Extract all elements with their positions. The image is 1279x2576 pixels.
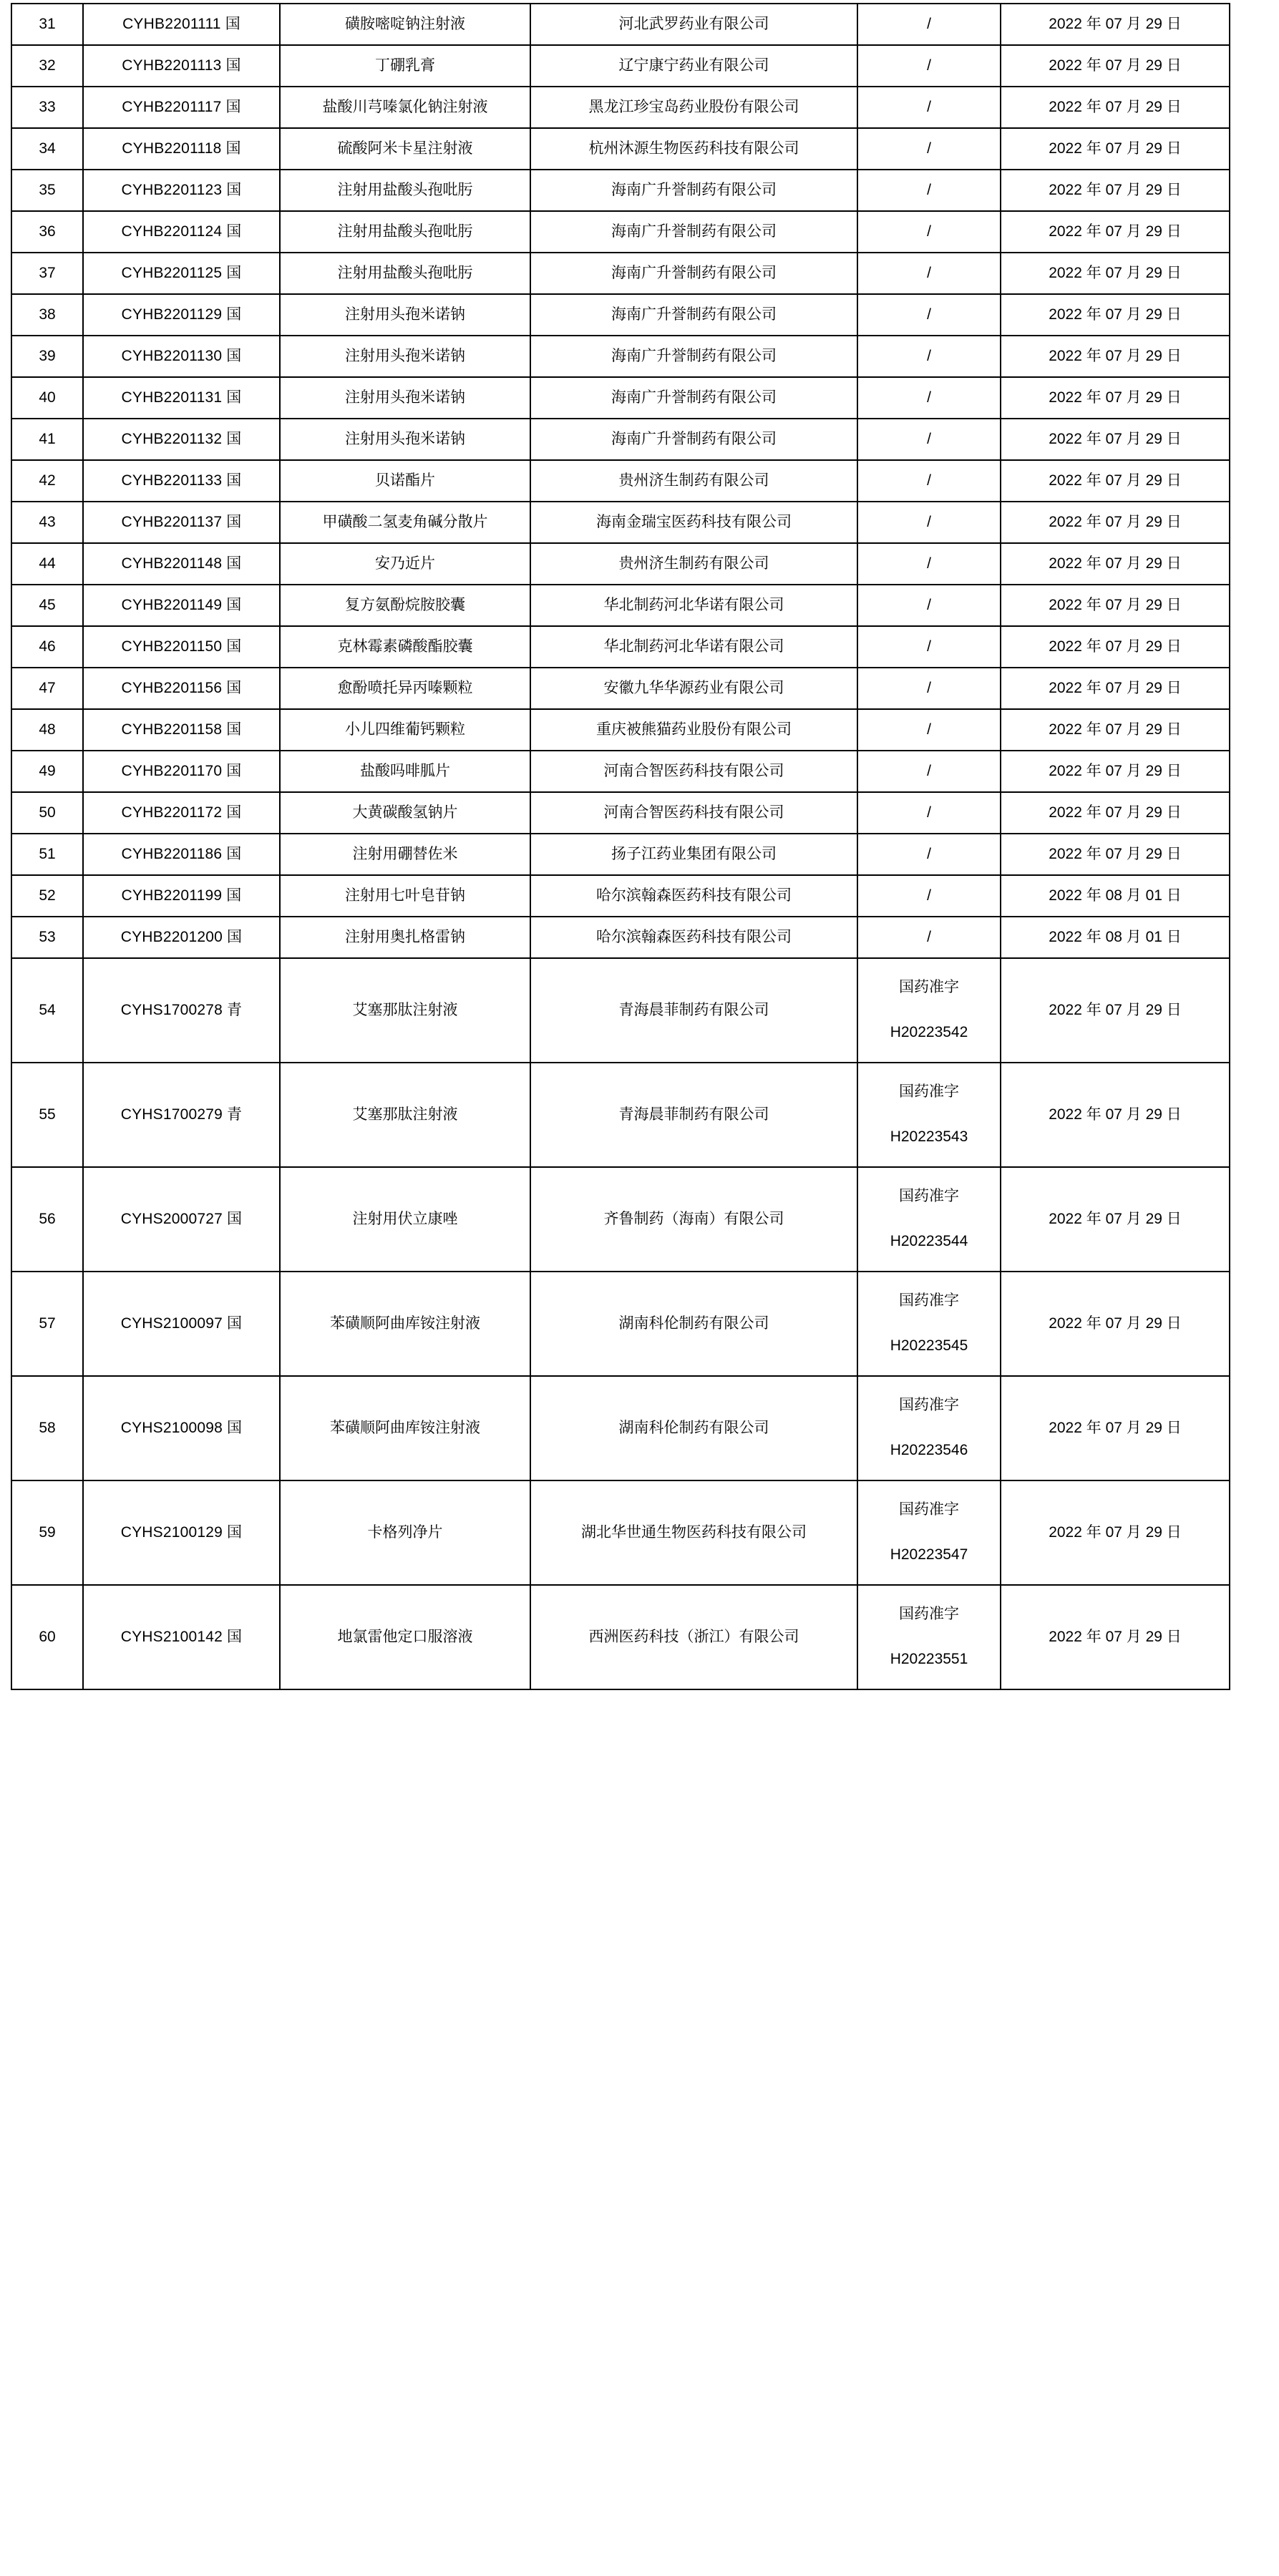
cell-approval-number [857, 834, 1001, 875]
cell-drug-name: 艾塞那肽注射液 [280, 1063, 530, 1167]
cell-approval-date: 2022 年 07 月 29 日 [1001, 1272, 1230, 1376]
cell-serial-number: 52 [11, 875, 83, 917]
approval-line: / [927, 804, 931, 821]
table-row [11, 585, 1230, 626]
approval-line: / [927, 389, 931, 406]
cell-drug-name: 卡格列净片 [280, 1480, 530, 1585]
cell-acceptance-number: CYHS2000727 国 [83, 1167, 280, 1272]
cell-applicant-organization: 湖北华世通生物医药科技有限公司 [530, 1480, 857, 1585]
cell-approval-date: 2022 年 07 月 29 日 [1001, 626, 1230, 668]
cell-approval-date: 2022 年 08 月 01 日 [1001, 917, 1230, 958]
cell-approval-date: 2022 年 08 月 01 日 [1001, 875, 1230, 917]
cell-approval-date: 2022 年 07 月 29 日 [1001, 585, 1230, 626]
approval-line: / [927, 472, 931, 489]
cell-acceptance-number: CYHB2201149 国 [83, 585, 280, 626]
cell-approval-date: 2022 年 07 月 29 日 [1001, 87, 1230, 128]
approval-line: 国药准字 [899, 1397, 959, 1414]
cell-acceptance-number: CYHB2201156 国 [83, 668, 280, 709]
cell-applicant-organization: 河北武罗药业有限公司 [530, 4, 857, 45]
table-row [11, 170, 1230, 211]
cell-approval-number [857, 751, 1001, 792]
approval-line: / [927, 638, 931, 655]
approval-line: 国药准字 [899, 1083, 959, 1101]
cell-applicant-organization: 海南广升誉制药有限公司 [530, 419, 857, 460]
cell-approval-date: 2022 年 07 月 29 日 [1001, 958, 1230, 1063]
cell-approval-number [857, 1063, 1001, 1167]
approval-line: H20223542 [890, 1024, 968, 1040]
cell-approval-number [857, 792, 1001, 834]
cell-acceptance-number: CYHB2201129 国 [83, 294, 280, 336]
approval-line: 国药准字 [899, 1292, 959, 1309]
cell-approval-number [857, 875, 1001, 917]
table-body [11, 4, 1230, 1689]
table-row [11, 709, 1230, 751]
cell-approval-date: 2022 年 07 月 29 日 [1001, 1167, 1230, 1272]
cell-approval-date: 2022 年 07 月 29 日 [1001, 419, 1230, 460]
table-row [11, 875, 1230, 917]
cell-applicant-organization: 青海晨菲制药有限公司 [530, 958, 857, 1063]
cell-drug-name: 苯磺顺阿曲库铵注射液 [280, 1272, 530, 1376]
cell-serial-number: 54 [11, 958, 83, 1063]
cell-approval-date: 2022 年 07 月 29 日 [1001, 543, 1230, 585]
cell-serial-number: 36 [11, 211, 83, 253]
drug-registration-table [11, 3, 1230, 1690]
cell-applicant-organization: 湖南科伦制药有限公司 [530, 1272, 857, 1376]
cell-approval-date: 2022 年 07 月 29 日 [1001, 253, 1230, 294]
cell-approval-date: 2022 年 07 月 29 日 [1001, 170, 1230, 211]
table-row [11, 1167, 1230, 1272]
approval-line: / [927, 181, 931, 198]
cell-applicant-organization: 杭州沐源生物医药科技有限公司 [530, 128, 857, 170]
approval-line: / [927, 596, 931, 613]
cell-approval-date: 2022 年 07 月 29 日 [1001, 502, 1230, 543]
cell-drug-name: 注射用奥扎格雷钠 [280, 917, 530, 958]
approval-line: / [927, 15, 931, 32]
cell-drug-name: 硫酸阿米卡星注射液 [280, 128, 530, 170]
cell-serial-number: 48 [11, 709, 83, 751]
cell-applicant-organization: 黑龙江珍宝岛药业股份有限公司 [530, 87, 857, 128]
cell-applicant-organization: 哈尔滨翰森医药科技有限公司 [530, 875, 857, 917]
table-row [11, 87, 1230, 128]
cell-serial-number: 55 [11, 1063, 83, 1167]
cell-serial-number: 45 [11, 585, 83, 626]
cell-drug-name: 盐酸川芎嗪氯化钠注射液 [280, 87, 530, 128]
cell-drug-name: 注射用硼替佐米 [280, 834, 530, 875]
cell-acceptance-number: CYHB2201117 国 [83, 87, 280, 128]
cell-acceptance-number: CYHB2201148 国 [83, 543, 280, 585]
cell-acceptance-number: CYHS2100097 国 [83, 1272, 280, 1376]
cell-acceptance-number: CYHB2201124 国 [83, 211, 280, 253]
cell-acceptance-number: CYHB2201186 国 [83, 834, 280, 875]
cell-serial-number: 37 [11, 253, 83, 294]
table-row [11, 1376, 1230, 1480]
approval-line: H20223551 [890, 1651, 968, 1667]
approval-line: / [927, 845, 931, 862]
cell-serial-number: 41 [11, 419, 83, 460]
cell-acceptance-number: CYHS2100098 国 [83, 1376, 280, 1480]
cell-acceptance-number: CYHB2201158 国 [83, 709, 280, 751]
cell-applicant-organization: 青海晨菲制药有限公司 [530, 1063, 857, 1167]
cell-approval-number [857, 1480, 1001, 1585]
approval-line: H20223543 [890, 1128, 968, 1145]
table-row [11, 502, 1230, 543]
cell-drug-name: 注射用头孢米诺钠 [280, 336, 530, 377]
cell-drug-name: 注射用七叶皂苷钠 [280, 875, 530, 917]
cell-applicant-organization: 华北制药河北华诺有限公司 [530, 626, 857, 668]
cell-approval-number [857, 1272, 1001, 1376]
cell-acceptance-number: CYHB2201150 国 [83, 626, 280, 668]
cell-acceptance-number: CYHB2201111 国 [83, 4, 280, 45]
cell-approval-number [857, 668, 1001, 709]
cell-approval-number [857, 170, 1001, 211]
approval-line: / [927, 264, 931, 281]
cell-serial-number: 38 [11, 294, 83, 336]
cell-approval-number [857, 336, 1001, 377]
cell-acceptance-number: CYHB2201125 国 [83, 253, 280, 294]
cell-drug-name: 小儿四维葡钙颗粒 [280, 709, 530, 751]
table-row [11, 1272, 1230, 1376]
table-row [11, 543, 1230, 585]
cell-drug-name: 艾塞那肽注射液 [280, 958, 530, 1063]
cell-approval-number [857, 709, 1001, 751]
cell-acceptance-number: CYHB2201133 国 [83, 460, 280, 502]
cell-applicant-organization: 西洲医药科技（浙江）有限公司 [530, 1585, 857, 1689]
cell-approval-date: 2022 年 07 月 29 日 [1001, 1585, 1230, 1689]
cell-approval-number [857, 211, 1001, 253]
cell-acceptance-number: CYHB2201132 国 [83, 419, 280, 460]
cell-serial-number: 35 [11, 170, 83, 211]
table-row [11, 419, 1230, 460]
cell-approval-number [857, 1585, 1001, 1689]
cell-applicant-organization: 河南合智医药科技有限公司 [530, 751, 857, 792]
cell-serial-number: 53 [11, 917, 83, 958]
cell-drug-name: 注射用盐酸头孢吡肟 [280, 253, 530, 294]
cell-applicant-organization: 海南广升誉制药有限公司 [530, 294, 857, 336]
table-row [11, 1063, 1230, 1167]
approval-line: H20223547 [890, 1546, 968, 1563]
cell-drug-name: 注射用头孢米诺钠 [280, 377, 530, 419]
cell-applicant-organization: 海南金瑞宝医药科技有限公司 [530, 502, 857, 543]
cell-drug-name: 甲磺酸二氢麦角碱分散片 [280, 502, 530, 543]
cell-acceptance-number: CYHS1700279 青 [83, 1063, 280, 1167]
cell-approval-number [857, 460, 1001, 502]
cell-serial-number: 40 [11, 377, 83, 419]
cell-approval-number [857, 253, 1001, 294]
approval-line: H20223544 [890, 1233, 968, 1249]
cell-approval-number [857, 4, 1001, 45]
cell-acceptance-number: CYHB2201131 国 [83, 377, 280, 419]
approval-line: / [927, 223, 931, 240]
approval-line: / [927, 721, 931, 738]
cell-approval-number [857, 958, 1001, 1063]
cell-applicant-organization: 贵州济生制药有限公司 [530, 543, 857, 585]
table-row [11, 377, 1230, 419]
cell-approval-date: 2022 年 07 月 29 日 [1001, 4, 1230, 45]
approval-line: / [927, 306, 931, 323]
table-row [11, 751, 1230, 792]
cell-applicant-organization: 重庆被熊猫药业股份有限公司 [530, 709, 857, 751]
cell-serial-number: 44 [11, 543, 83, 585]
cell-approval-number [857, 87, 1001, 128]
cell-approval-date: 2022 年 07 月 29 日 [1001, 709, 1230, 751]
table-row [11, 336, 1230, 377]
cell-applicant-organization: 扬子江药业集团有限公司 [530, 834, 857, 875]
approval-line: 国药准字 [899, 1606, 959, 1623]
cell-approval-date: 2022 年 07 月 29 日 [1001, 336, 1230, 377]
table-row [11, 253, 1230, 294]
cell-approval-date: 2022 年 07 月 29 日 [1001, 45, 1230, 87]
cell-approval-number [857, 543, 1001, 585]
document-page [0, 3, 1279, 1690]
approval-line: H20223545 [890, 1337, 968, 1354]
cell-approval-date: 2022 年 07 月 29 日 [1001, 128, 1230, 170]
cell-approval-number [857, 502, 1001, 543]
table-row [11, 834, 1230, 875]
approval-line: / [927, 555, 931, 572]
approval-line: / [927, 430, 931, 447]
cell-approval-date: 2022 年 07 月 29 日 [1001, 1480, 1230, 1585]
approval-line: / [927, 679, 931, 696]
table-row [11, 45, 1230, 87]
cell-approval-number [857, 128, 1001, 170]
table-row [11, 128, 1230, 170]
cell-serial-number: 43 [11, 502, 83, 543]
cell-applicant-organization: 河南合智医药科技有限公司 [530, 792, 857, 834]
cell-drug-name: 贝诺酯片 [280, 460, 530, 502]
cell-drug-name: 注射用头孢米诺钠 [280, 294, 530, 336]
cell-serial-number: 58 [11, 1376, 83, 1480]
cell-applicant-organization: 海南广升誉制药有限公司 [530, 253, 857, 294]
cell-serial-number: 49 [11, 751, 83, 792]
cell-drug-name: 注射用伏立康唑 [280, 1167, 530, 1272]
cell-approval-number [857, 626, 1001, 668]
cell-drug-name: 克林霉素磷酸酯胶囊 [280, 626, 530, 668]
cell-acceptance-number: CYHS2100129 国 [83, 1480, 280, 1585]
cell-drug-name: 复方氨酚烷胺胶囊 [280, 585, 530, 626]
cell-acceptance-number: CYHS1700278 青 [83, 958, 280, 1063]
cell-serial-number: 59 [11, 1480, 83, 1585]
cell-acceptance-number: CYHB2201199 国 [83, 875, 280, 917]
approval-line: / [927, 762, 931, 779]
approval-line: / [927, 513, 931, 530]
cell-approval-number [857, 377, 1001, 419]
cell-acceptance-number: CYHB2201200 国 [83, 917, 280, 958]
cell-approval-date: 2022 年 07 月 29 日 [1001, 1376, 1230, 1480]
approval-line: / [927, 887, 931, 904]
table-row [11, 4, 1230, 45]
cell-acceptance-number: CYHS2100142 国 [83, 1585, 280, 1689]
cell-approval-number [857, 1167, 1001, 1272]
cell-serial-number: 33 [11, 87, 83, 128]
cell-approval-number [857, 419, 1001, 460]
approval-line: 国药准字 [899, 979, 959, 996]
cell-serial-number: 50 [11, 792, 83, 834]
cell-serial-number: 39 [11, 336, 83, 377]
cell-drug-name: 安乃近片 [280, 543, 530, 585]
cell-serial-number: 34 [11, 128, 83, 170]
cell-approval-number [857, 917, 1001, 958]
cell-applicant-organization: 齐鲁制药（海南）有限公司 [530, 1167, 857, 1272]
cell-drug-name: 磺胺嘧啶钠注射液 [280, 4, 530, 45]
table-row [11, 792, 1230, 834]
cell-approval-date: 2022 年 07 月 29 日 [1001, 668, 1230, 709]
cell-serial-number: 31 [11, 4, 83, 45]
cell-approval-date: 2022 年 07 月 29 日 [1001, 1063, 1230, 1167]
approval-line: H20223546 [890, 1442, 968, 1458]
approval-line: / [927, 140, 931, 157]
cell-approval-date: 2022 年 07 月 29 日 [1001, 211, 1230, 253]
table-row [11, 460, 1230, 502]
cell-acceptance-number: CYHB2201123 国 [83, 170, 280, 211]
cell-applicant-organization: 辽宁康宁药业有限公司 [530, 45, 857, 87]
approval-line: / [927, 928, 931, 945]
cell-drug-name: 地氯雷他定口服溶液 [280, 1585, 530, 1689]
approval-line: 国药准字 [899, 1188, 959, 1205]
cell-drug-name: 注射用盐酸头孢吡肟 [280, 211, 530, 253]
cell-serial-number: 60 [11, 1585, 83, 1689]
approval-line: / [927, 98, 931, 115]
cell-serial-number: 56 [11, 1167, 83, 1272]
cell-serial-number: 47 [11, 668, 83, 709]
cell-serial-number: 46 [11, 626, 83, 668]
cell-drug-name: 愈酚喷托异丙嗪颗粒 [280, 668, 530, 709]
cell-approval-number [857, 294, 1001, 336]
cell-approval-date: 2022 年 07 月 29 日 [1001, 460, 1230, 502]
cell-applicant-organization: 海南广升誉制药有限公司 [530, 377, 857, 419]
cell-applicant-organization: 华北制药河北华诺有限公司 [530, 585, 857, 626]
cell-acceptance-number: CYHB2201137 国 [83, 502, 280, 543]
cell-drug-name: 盐酸吗啡胍片 [280, 751, 530, 792]
cell-acceptance-number: CYHB2201172 国 [83, 792, 280, 834]
cell-approval-number [857, 45, 1001, 87]
cell-approval-date: 2022 年 07 月 29 日 [1001, 377, 1230, 419]
table-row [11, 211, 1230, 253]
approval-line: / [927, 57, 931, 74]
cell-drug-name: 注射用头孢米诺钠 [280, 419, 530, 460]
cell-approval-number [857, 585, 1001, 626]
cell-applicant-organization: 贵州济生制药有限公司 [530, 460, 857, 502]
table-row [11, 1480, 1230, 1585]
table-row [11, 1585, 1230, 1689]
cell-applicant-organization: 海南广升誉制药有限公司 [530, 170, 857, 211]
cell-approval-date: 2022 年 07 月 29 日 [1001, 751, 1230, 792]
cell-applicant-organization: 安徽九华华源药业有限公司 [530, 668, 857, 709]
cell-acceptance-number: CYHB2201113 国 [83, 45, 280, 87]
table-row [11, 958, 1230, 1063]
cell-drug-name: 大黄碳酸氢钠片 [280, 792, 530, 834]
cell-drug-name: 苯磺顺阿曲库铵注射液 [280, 1376, 530, 1480]
table-row [11, 626, 1230, 668]
cell-acceptance-number: CYHB2201130 国 [83, 336, 280, 377]
cell-applicant-organization: 湖南科伦制药有限公司 [530, 1376, 857, 1480]
cell-approval-date: 2022 年 07 月 29 日 [1001, 294, 1230, 336]
cell-acceptance-number: CYHB2201118 国 [83, 128, 280, 170]
cell-drug-name: 注射用盐酸头孢吡肟 [280, 170, 530, 211]
table-row [11, 294, 1230, 336]
cell-approval-date: 2022 年 07 月 29 日 [1001, 834, 1230, 875]
cell-approval-date: 2022 年 07 月 29 日 [1001, 792, 1230, 834]
cell-applicant-organization: 海南广升誉制药有限公司 [530, 211, 857, 253]
table-row [11, 668, 1230, 709]
cell-acceptance-number: CYHB2201170 国 [83, 751, 280, 792]
cell-applicant-organization: 哈尔滨翰森医药科技有限公司 [530, 917, 857, 958]
cell-approval-number [857, 1376, 1001, 1480]
cell-serial-number: 32 [11, 45, 83, 87]
cell-drug-name: 丁硼乳膏 [280, 45, 530, 87]
cell-applicant-organization: 海南广升誉制药有限公司 [530, 336, 857, 377]
cell-serial-number: 42 [11, 460, 83, 502]
table-row [11, 917, 1230, 958]
cell-serial-number: 51 [11, 834, 83, 875]
cell-serial-number: 57 [11, 1272, 83, 1376]
approval-line: / [927, 347, 931, 364]
approval-line: 国药准字 [899, 1501, 959, 1518]
